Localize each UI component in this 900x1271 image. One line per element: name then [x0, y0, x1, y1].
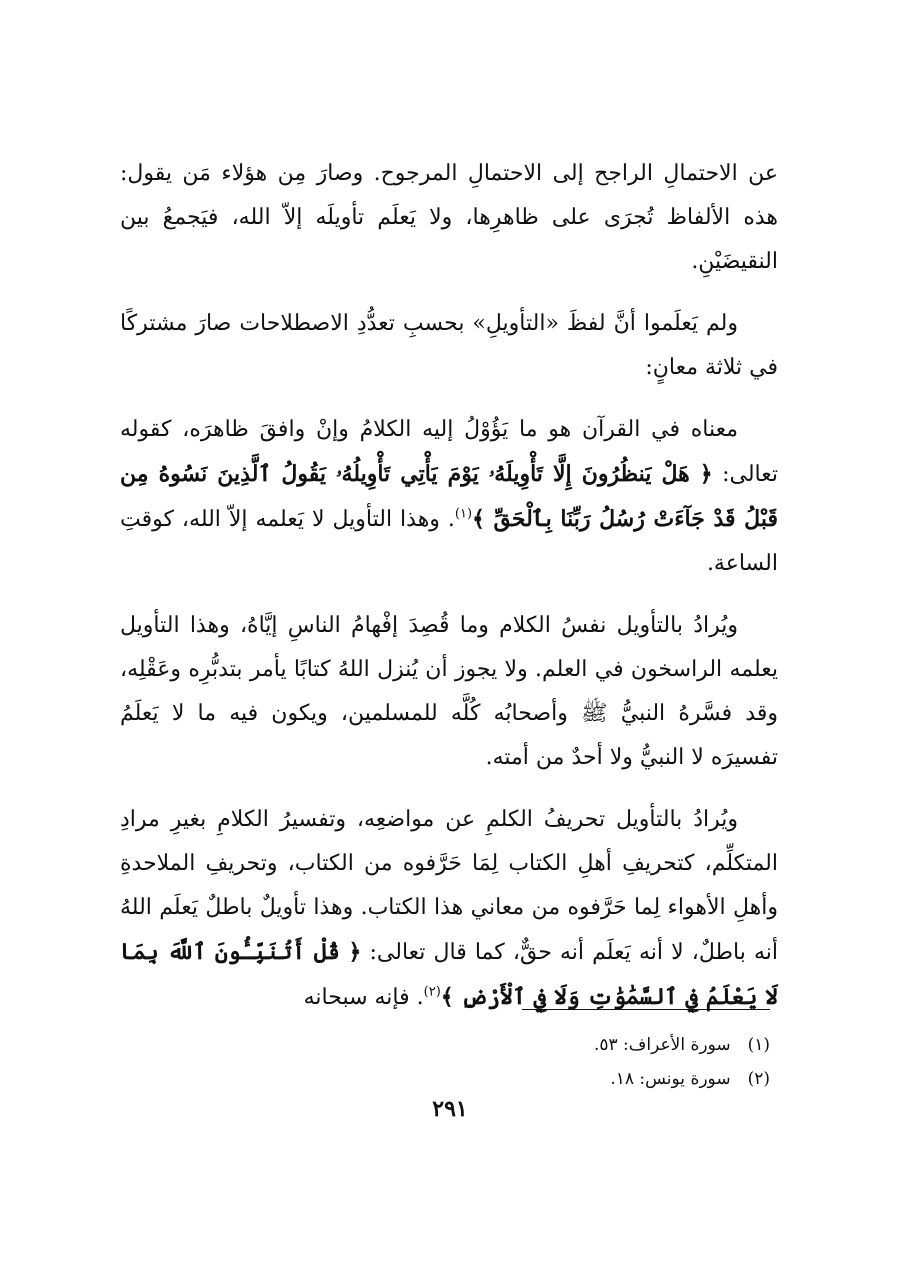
paragraph-3 — [120, 408, 778, 586]
footnote-ref-2[interactable]: (٢) — [423, 984, 441, 1000]
main-text — [120, 152, 778, 1038]
paragraph-1: عن الاحتمالِ الراجح إلى الاحتمالِ المرجوح. وصارَ مِن هؤلاء مَن يقول: هذه الألفاظ تُجرَى على ظاهرِها، ولا يَعلَم تأويلَه إلاّ الله، فيَجمعُ بين النقيضَيْنِ. — [120, 161, 778, 274]
quran-verse-2: ﴿ قُلْ أَتُنَبِّـُٔونَ ٱللَّهَ بِمَا لَا يَعْلَمُ فِي ٱلسَّمَٰوَٰتِ وَلَا فِي ٱلْأَرْضِ ﴾ — [120, 939, 778, 1010]
paragraph-3-text-before: معناه في القرآن هو ما يَؤُوْلُ إليه الكلامُ وإنْ وافقَ ظاهرَه، كقوله تعالى: — [120, 417, 778, 487]
footnote-number: (٢) — [747, 1069, 770, 1089]
paragraph-3-text-after: . وهذا التأويل لا يَعلمه إلاّ الله، كوقتِ الساعة. — [120, 507, 778, 576]
footnotes — [400, 1028, 770, 1096]
footnote-1 — [400, 1028, 770, 1062]
quran-verse-1: ﴿ هَلْ يَنظُرُونَ إِلَّا تَأْوِيلَهُۥ يَوْمَ يَأْتِي تَأْوِيلُهُۥ يَقُولُ ٱلَّذِينَ نَسُوهُ مِن قَبْلُ قَدْ جَآءَتْ رُسُلُ رَبِّنَا بِٱلْحَقِّ ﴾ — [120, 461, 778, 532]
footnote-text: سورة الأعراف: ٥٣. — [593, 1035, 731, 1055]
page-number: ٢٩١ — [432, 1096, 468, 1122]
paragraph-2: ولم يَعلَموا أنَّ لفظَ «التأويلِ» بحسبِ تعدُّدِ الاصطلاحات صارَ مشتركًا في ثلاثة معانٍ: — [120, 311, 778, 380]
footnote-2 — [400, 1062, 770, 1096]
paragraph-5 — [120, 798, 778, 1020]
footnote-number: (١) — [747, 1035, 770, 1055]
footnote-divider — [522, 1009, 770, 1010]
footnote-text: سورة يونس: ١٨. — [610, 1069, 731, 1089]
paragraph-4: ويُرادُ بالتأويل نفسُ الكلام وما قُصِدَ إفْهامُ الناسِ إيَّاهُ، وهذا التأويل يعلمه الراسخون في العلم. ولا يجوز أن يُنزل اللهُ كتابًا يأمر بتدبُّرِه وعَقْلِه، وقد فسَّرهُ النبيُّ ﷺ وأصحابُه كُلَّه للمسلمين، ويكون فيه ما لا يَعلَمُ تفسيرَه لا النبيُّ ولا أحدٌ من أمته. — [120, 613, 778, 770]
paragraph-5-text-after: . فإنه سبحانه — [303, 985, 424, 1010]
paragraph-5-text-before: ويُرادُ بالتأويل تحريفُ الكلمِ عن مواضعِه، وتفسيرُ الكلامِ بغيرِ مرادِ المتكلِّم، كتحريفِ أهلِ الكتاب لِمَا حَرَّفوه من الكتاب، وتحريفِ الملاحدةِ وأهلِ الأهواء لِما حَرَّفوه من معاني هذا الكتاب. وهذا تأويلٌ باطلٌ يَعلَم اللهُ أنه باطلٌ، لا أنه يَعلَم أنه حقٌّ، كما قال تعالى: — [120, 807, 778, 965]
footnote-ref-1[interactable]: (١) — [454, 506, 473, 522]
